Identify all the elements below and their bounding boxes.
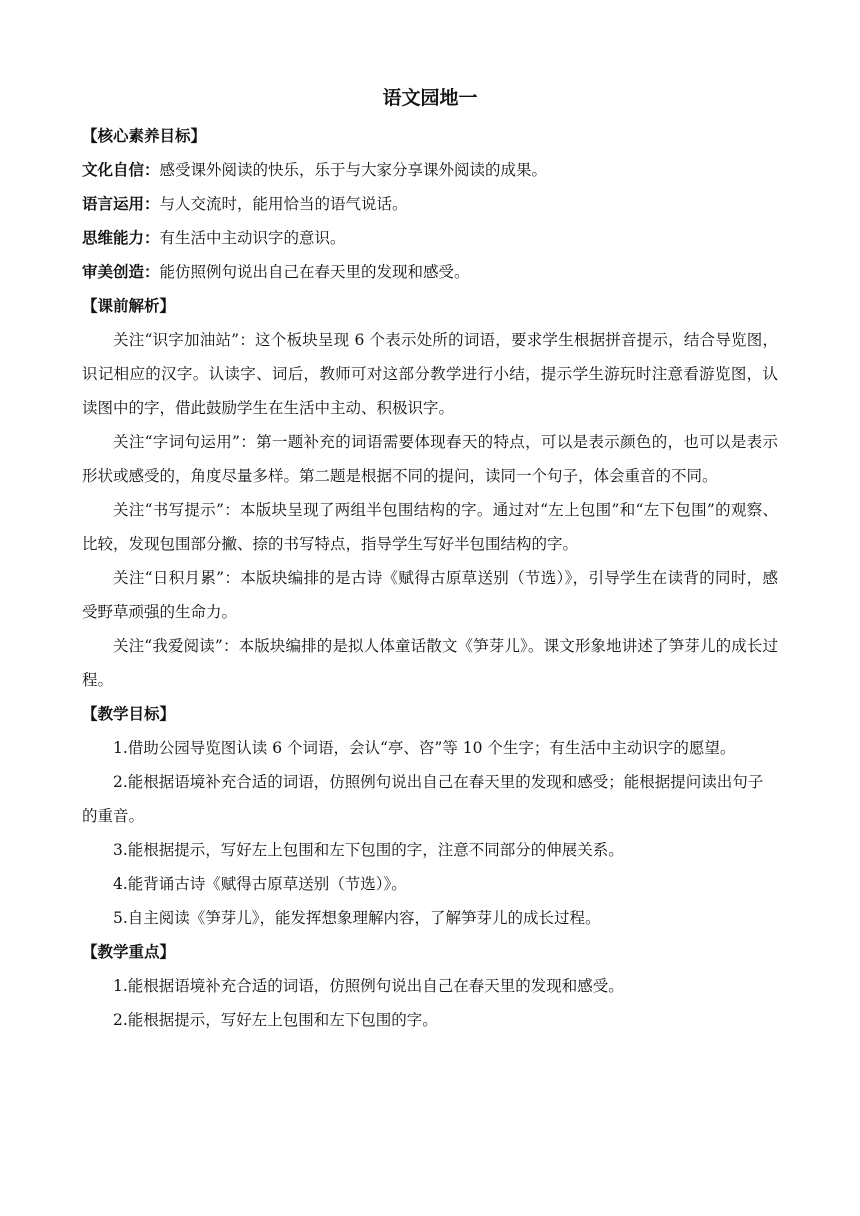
core-goal-text: 能仿照例句说出自己在春天里的发现和感受。 — [159, 263, 470, 281]
core-goal-label: 思维能力： — [82, 229, 160, 247]
analysis-paragraph: 关注“我爱阅读”：本版块编排的是拟人体童话散文《笋芽儿》。课文形象地讲述了笋芽儿的成长过程。 — [82, 637, 778, 689]
core-goal-text: 感受课外阅读的快乐，乐于与大家分享课外阅读的成果。 — [159, 161, 548, 179]
analysis-paragraph: 关注“书写提示”：本版块呈现了两组半包围结构的字。通过对“左上包围”和“左下包围”的观察、比较，发现包围部分撇、捺的书写特点，指导学生写好半包围结构的字。 — [82, 501, 778, 553]
core-goal-item — [82, 255, 778, 289]
analysis-paragraph: 关注“字词句运用”：第一题补充的词语需要体现春天的特点，可以是表示颜色的，也可以是表示形状或感受的，角度尽量多样。第二题是根据不同的提问，读同一个句子，体会重音的不同。 — [82, 433, 778, 485]
core-goal-label: 审美创造： — [82, 263, 160, 281]
teaching-goal-item: 2.能根据语境补充合适的词语，仿照例句说出自己在春天里的发现和感受；能根据提问读出句子的重音。 — [82, 773, 764, 825]
teaching-goal-item: 1.借助公园导览图认读 6 个词语，会认“亭、咨”等 10 个生字；有生活中主动识字的愿望。 — [113, 739, 736, 757]
core-goals-heading: 【核心素养目标】 — [82, 127, 207, 145]
core-goal-item — [82, 221, 778, 255]
analysis-heading: 【课前解析】 — [82, 297, 176, 315]
analysis-paragraph: 关注“识字加油站”：这个板块呈现 6 个表示处所的词语，要求学生根据拼音提示，结合导览图，识记相应的汉字。认读字、词后，教师可对这部分教学进行小结，提示学生游玩时注意看游览图，认读图中的字，借此鼓励学生在生活中主动、积极识字。 — [82, 331, 778, 417]
core-goal-label: 文化自信： — [82, 161, 160, 179]
teaching-goal-item: 4.能背诵古诗《赋得古原草送别（节选）》。 — [113, 875, 407, 893]
document-body — [82, 119, 778, 1037]
teaching-goals-heading: 【教学目标】 — [82, 705, 176, 723]
key-point-item: 2.能根据提示，写好左上包围和左下包围的字。 — [113, 1011, 438, 1029]
core-goal-label: 语言运用： — [82, 195, 160, 213]
teaching-goal-item: 3.能根据提示，写好左上包围和左下包围的字，注意不同部分的伸展关系。 — [113, 841, 624, 859]
page-title: 语文园地一 — [382, 87, 478, 109]
key-points-heading: 【教学重点】 — [82, 943, 176, 961]
core-goal-text: 有生活中主动识字的意识。 — [159, 229, 346, 247]
core-goal-text: 与人交流时，能用恰当的语气说话。 — [159, 195, 408, 213]
key-point-item: 1.能根据语境补充合适的词语，仿照例句说出自己在春天里的发现和感受。 — [113, 977, 624, 995]
teaching-goal-item: 5.自主阅读《笋芽儿》，能发挥想象理解内容，了解笋芽儿的成长过程。 — [113, 909, 601, 927]
analysis-paragraph: 关注“日积月累”：本版块编排的是古诗《赋得古原草送别（节选）》，引导学生在读背的同时，感受野草顽强的生命力。 — [82, 569, 778, 621]
core-goal-item — [82, 187, 778, 221]
core-goal-item — [82, 153, 778, 187]
